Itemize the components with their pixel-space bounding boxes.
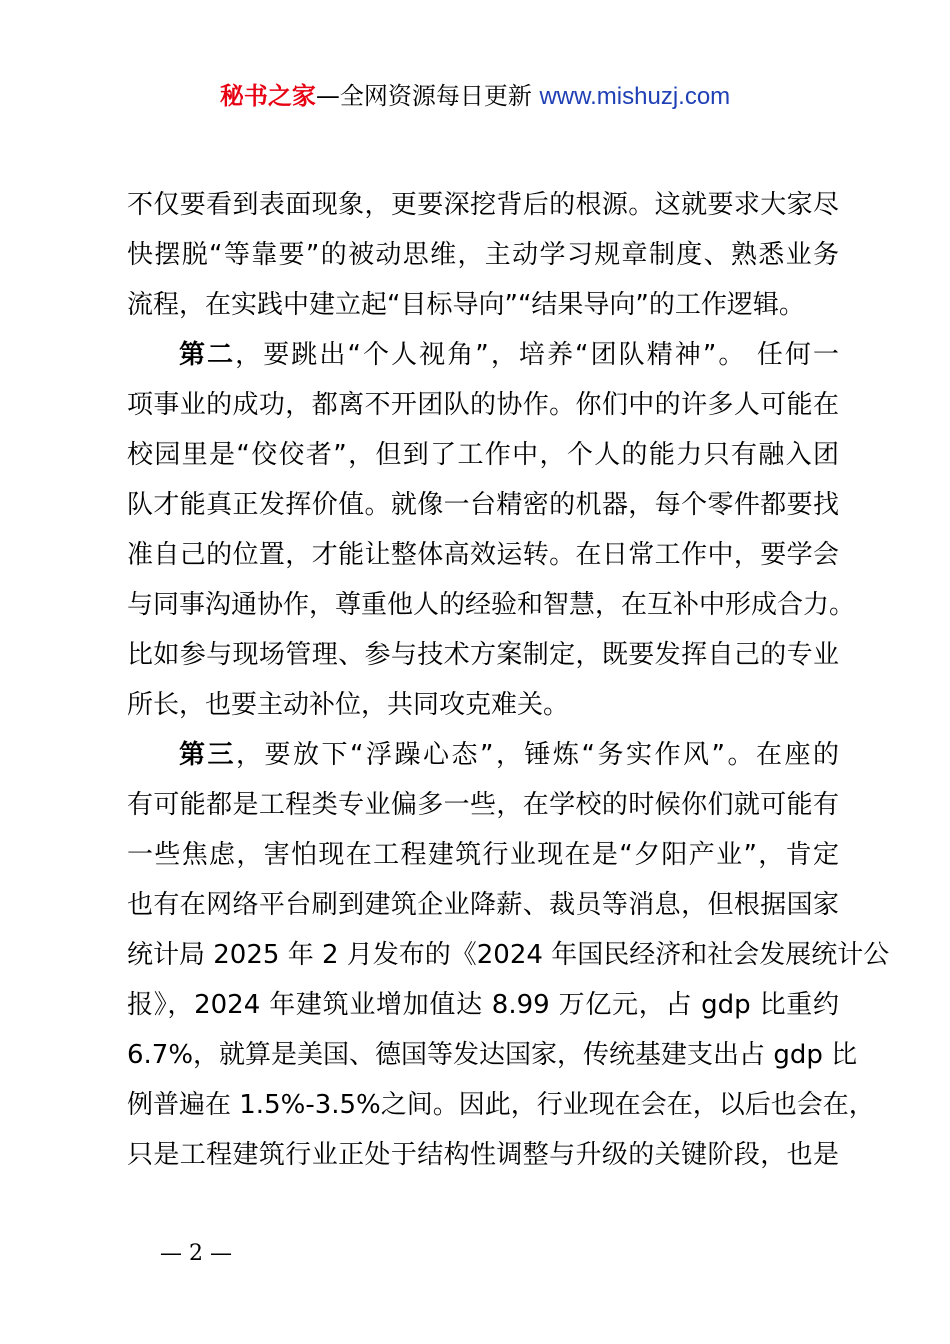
body-line: 6.7%，就算是美国、德国等发达国家，传统基建支出占 gdp 比	[127, 1040, 858, 1070]
body-line: 不仅要看到表面现象，更要深挖背后的根源。这就要求大家尽	[127, 190, 839, 220]
body-line: 快摆脱“等靠要”的被动思维，主动学习规章制度、熟悉业务	[127, 240, 839, 270]
body-line: 也有在网络平台刷到建筑企业降薪、裁员等消息，但根据国家	[127, 890, 839, 920]
body-line: 与同事沟通协作，尊重他人的经验和智慧，在互补中形成合力。	[127, 590, 856, 620]
site-url-link[interactable]: www.mishuzj.com	[539, 83, 731, 110]
body-line: 队才能真正发挥价值。就像一台精密的机器，每个零件都要找	[127, 490, 839, 520]
body-line: 所长，也要主动补位，共同攻克难关。	[127, 690, 570, 720]
body-line: 报》，2024 年建筑业增加值达 8.99 万亿元，占 gdp 比重约	[127, 990, 839, 1020]
document-body	[127, 180, 890, 1180]
body-line: 比如参与现场管理、参与技术方案制定，既要发挥自己的专业	[127, 640, 839, 670]
brand-name: 秘书之家	[219, 82, 316, 110]
page-number: — 2 —	[160, 1241, 232, 1266]
body-line: 项事业的成功，都离不开团队的协作。你们中的许多人可能在	[127, 390, 839, 420]
body-line: 有可能都是工程类专业偏多一些，在学校的时候你们就可能有	[127, 790, 839, 820]
body-line: 只是工程建筑行业正处于结构性调整与升级的关键阶段，也是	[127, 1140, 839, 1170]
paragraph-first-line	[127, 730, 839, 780]
body-line: 准自己的位置，才能让整体高效运转。在日常工作中，要学会	[127, 540, 839, 570]
paragraph-first-line-text: ，要放下“浮躁心态”，锤炼“务实作风”。在座的	[236, 740, 839, 770]
paragraph-first-line	[127, 330, 839, 380]
body-line: 校园里是“佼佼者”，但到了工作中，个人的能力只有融入团	[127, 440, 839, 470]
site-header	[0, 78, 950, 115]
body-line: 一些焦虑，害怕现在工程建筑行业现在是“夕阳产业”，肯定	[127, 840, 839, 870]
body-line: 统计局 2025 年 2 月发布的《2024 年国民经济和社会发展统计公	[127, 940, 890, 970]
paragraph-heading: 第二	[179, 340, 236, 370]
header-slogan: —全网资源每日更新	[315, 82, 540, 110]
body-line: 例普遍在 1.5%-3.5%之间。因此，行业现在会在，以后也会在，	[127, 1090, 875, 1120]
paragraph-first-line-text: ，要跳出“个人视角”，培养“团队精神”。 任何一	[235, 340, 839, 370]
paragraph-heading: 第三	[179, 740, 237, 770]
body-line: 流程，在实践中建立起“目标导向”“结果导向”的工作逻辑。	[127, 290, 805, 320]
